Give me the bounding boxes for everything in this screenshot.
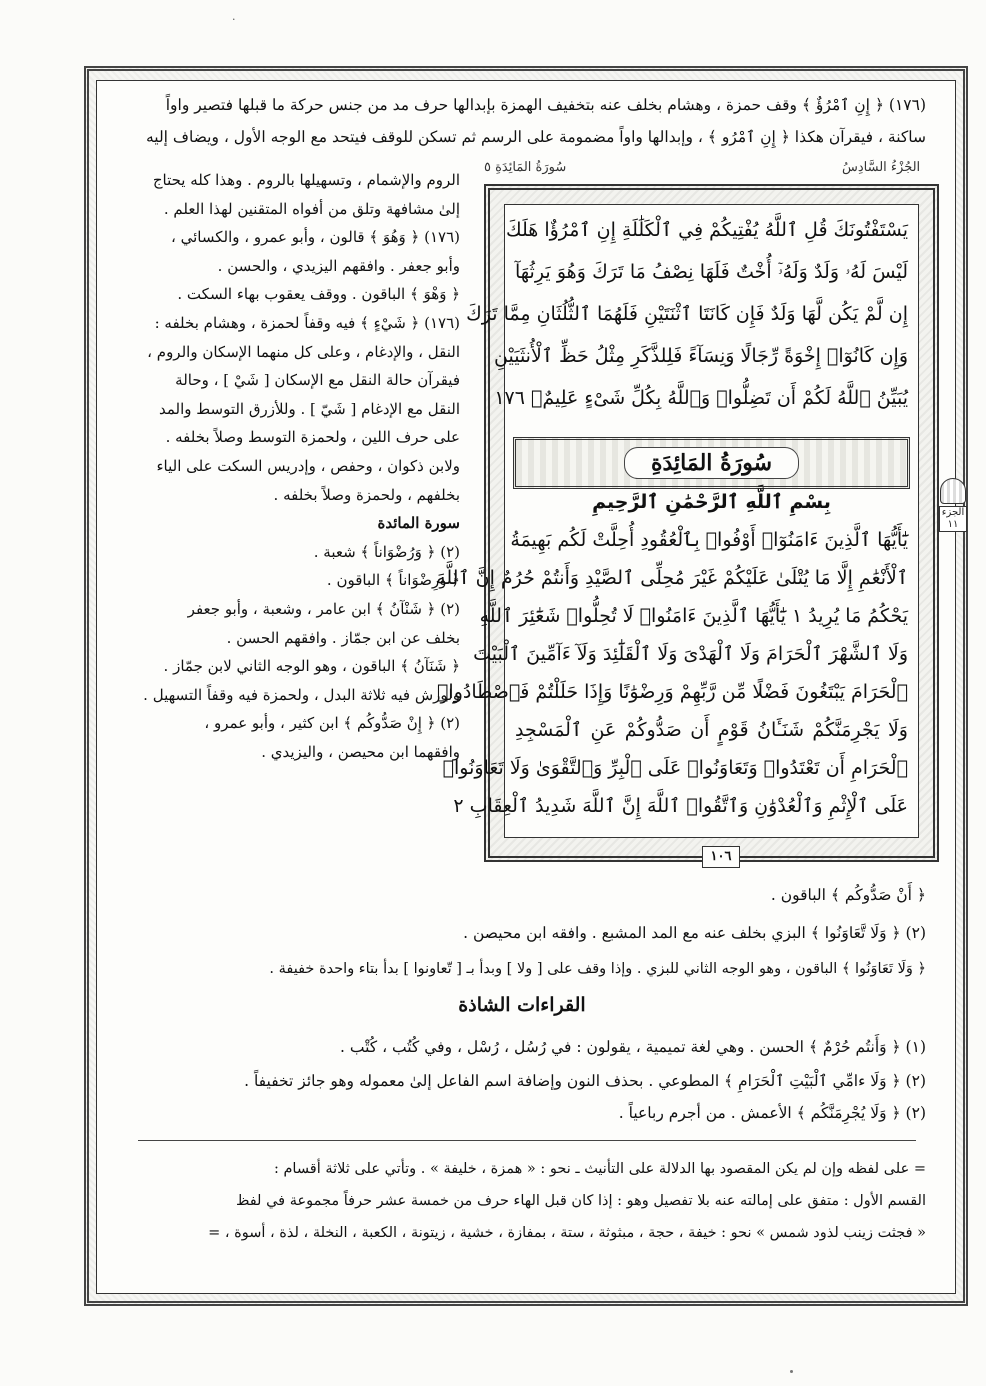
quran-line: وَإِن كَانُوٓا۟ إِخْوَةً رِّجَالًا وَنِسَآءً فَلِلذَّكَرِ مِثْلُ حَظِّ ٱلْأُنثَيَيْنِ bbox=[494, 345, 908, 367]
quran-line: ٱلْحَرَامِ أَن تَعْتَدُوا۟ وَتَعَاوَنُوا۟ عَلَى ٱلْبِرِّ وَٱلتَّقْوَىٰ وَلَا تَعَاوَنُوا۟ bbox=[442, 757, 908, 779]
commentary-line: (١٧٦) ﴿ وَهُوَ ﴾ قالون ، وأبو عمرو ، والكسائي ، bbox=[170, 228, 460, 247]
quran-line: يَحْكُمُ مَا يُرِيدُ ١ يَٰٓأَيُّهَا ٱلَّذِينَ ءَامَنُوا۟ لَا تُحِلُّوا۟ شَعَٰٓئِرَ ٱللَّهِ bbox=[479, 605, 908, 627]
left-commentary-column bbox=[114, 166, 466, 766]
commentary-line: ﴿ وَلَا تَعَاوَنُوا ﴾ الباقون ، وهو الوجه الثاني للبزي . وإذا وقف على [ ولا ] وبدأ بـ [ تّعاونوا ] بدأ بتاء واحدة خفيفة . bbox=[269, 961, 926, 977]
juz-marker-label: الجزء ١١ bbox=[939, 506, 967, 532]
quran-line: وَلَا يَجْرِمَنَّكُمْ شَنَـَٔانُ قَوْمٍ أَن صَدُّوكُمْ عَنِ ٱلْمَسْجِدِ bbox=[515, 719, 908, 741]
commentary-line: (١) ﴿ وَأَنتُم حُرْمٌ ﴾ الحسن . وهي لغة تميمية ، يقولون : في رُسُل ، رُسْل ، وفي كُتُب ، كُتْب . bbox=[340, 1038, 926, 1056]
quran-line: لَيْسَ لَهُۥ وَلَدٌ وَلَهُۥٓ أُخْتٌ فَلَهَا نِصْفُ مَا تَرَكَ وَهُوَ يَرِثُهَآ bbox=[515, 261, 908, 283]
commentary-line: بخلفهم ، ولحمزة وصلاً بخلفه . bbox=[273, 485, 460, 504]
section-heading-shadhdha: القراءات الشاذة bbox=[458, 994, 586, 1016]
mushaf-page-number: ١٠٦ bbox=[702, 846, 740, 868]
quran-line: عَلَى ٱلْإِثْمِ وَٱلْعُدْوَٰنِ وَٱتَّقُوا۟ ٱللَّهَ إِنَّ ٱللَّهَ شَدِيدُ ٱلْعِقَابِ ٢ bbox=[453, 795, 908, 817]
mushaf-surah-header: سُورَةُ المَائِدَةِ ٥ bbox=[484, 160, 567, 175]
commentary-line: (٢) ﴿ إِنْ صَدُّوكُم ﴾ ابن كثير ، وأبو عمرو ، bbox=[204, 714, 460, 733]
commentary-line: ﴿ أَنْ صَدُّوكُم ﴾ الباقون . bbox=[770, 886, 926, 904]
quran-line: يَسْتَفْتُونَكَ قُلِ ٱللَّهُ يُفْتِيكُمْ فِي ٱلْكَلَٰلَةِ إِنِ ٱمْرُؤٌا هَلَكَ bbox=[505, 219, 908, 241]
commentary-line: (٢) ﴿ وَلَا ءامِّي ٱلْبَيْتِ ٱلْحَرَامِ ﴾ المطوعي . بحذف النون وإضافة اسم الفاعل إلىٰ معموله وهو جائز تخفيفاً . bbox=[244, 1072, 926, 1090]
commentary-line: فيقرآن حالة النقل مع الإسكان [ شَيْ ] ، وحالة bbox=[175, 371, 460, 390]
footnote-line: = على لفظه وإن لم يكن المقصود بها الدلالة على التأنيث ـ نحو : « همزة ، خليفة » . وتأتي على ثلاثة أقسام : bbox=[273, 1161, 926, 1177]
commentary-line: الروم والإشمام ، وتسهيلها بالروم . وهذا كله يحتاج bbox=[152, 171, 460, 189]
quran-line: وَلَا ٱلشَّهْرَ ٱلْحَرَامَ وَلَا ٱلْهَدْىَ وَلَا ٱلْقَلَٰٓئِدَ وَلَآ ءَآمِّينَ ٱلْبَيْتَ bbox=[473, 643, 908, 665]
quran-line: يَٰٓأَيُّهَا ٱلَّذِينَ ءَامَنُوٓا۟ أَوْفُوا۟ بِٱلْعُقُودِ أُحِلَّتْ لَكُم بَهِيمَةُ bbox=[510, 529, 908, 551]
quran-line: ٱلْحَرَامَ يَبْتَغُونَ فَضْلًا مِّن رَّبِّهِمْ وَرِضْوَٰنًا وَإِذَا حَلَلْتُمْ فَٱصْطَادُوا۟ bbox=[437, 681, 908, 703]
quran-line: إِن لَّمْ يَكُن لَّهَا وَلَدٌ فَإِن كَانَتَا ٱثْنَتَيْنِ فَلَهُمَا ٱلثُّلُثَانِ مِمَّا تَرَكَ bbox=[466, 303, 908, 325]
footnote-line: القسم الأول : متفق على إمالته عنه بلا تفصيل وهو : إذا كان قبل الهاء حرف من خمسة عشر حرفاً مجموعة في لفظ bbox=[235, 1193, 926, 1209]
commentary-line: النقل ، والإدغام ، وعلى كل منهما الإسكان والروم ، bbox=[147, 342, 460, 361]
juz-dome-icon bbox=[940, 478, 966, 504]
basmala: بِسْمِ ٱللَّهِ ٱلرَّحْمَٰنِ ٱلرَّحِيمِ bbox=[592, 491, 831, 513]
mushaf-juz-header: الجُزْءُ السَّادِسُ bbox=[842, 160, 921, 175]
commentary-line: بخلف عن ابن جمّاز . وافقهم الحسن . bbox=[226, 628, 460, 647]
commentary-line: ﴿ شَنَآنُ ﴾ الباقون ، وهو الوجه الثاني لابن جمّاز . bbox=[163, 657, 460, 676]
juz-marker bbox=[938, 478, 968, 540]
scan-speck bbox=[790, 1370, 793, 1373]
commentary-line: وأبو جعفر . وافقهم اليزيدي ، والحسن . bbox=[217, 256, 460, 275]
commentary-line: على حرف اللين ، ولحمزة التوسط وصلاً بخلفه . bbox=[165, 428, 460, 447]
mushaf-page-box bbox=[436, 184, 939, 862]
mushaf-text-area bbox=[436, 204, 919, 838]
quran-line: ٱلْأَنْعَٰمِ إِلَّا مَا يُتْلَىٰ عَلَيْكُمْ غَيْرَ مُحِلِّى ٱلصَّيْدِ وَأَنتُمْ حُرُمٌ إِنَّ ٱللَّهَ bbox=[436, 567, 908, 589]
commentary-line: إلىٰ مشافهة وتلق من أفواه المتقنين لهذا العلم . bbox=[163, 199, 460, 218]
surah-banner bbox=[513, 437, 910, 489]
commentary-line: ﴿ ورِضْوَاناً ﴾ الباقون . bbox=[326, 571, 460, 590]
commentary-line: النقل مع الإدغام [ شَيّ ] . وللأزرق التوسط والمد bbox=[158, 399, 460, 418]
commentary-line: ساكنة ، فيقرآن هكذا ﴿ إِنِ ٱمْرُو ﴾ ، وإبدالها واواً مضمومة على الرسم ثم تسكن للوقف فيتحد مع الوجه الأول ، ويضاف إليه bbox=[145, 128, 926, 146]
commentary-line: (١٧٦) ﴿ إِنِ ٱمْرُؤٌ ﴾ وقف حمزة ، وهشام بخلف عنه بتخفيف الهمزة بإبدالها حرف مد من جنس حركة ما قبلها فتصير واواً bbox=[165, 96, 926, 114]
commentary-line: (٢) ﴿ شَنْآنُ ﴾ ابن عامر ، وشعبة ، وأبو جعفر bbox=[187, 599, 460, 618]
footnote-line: « فجثت زينب لذود شمس » نحو : خيفة ، حجة ، مبثوثة ، ستة ، بمفازة ، خشية ، زيتونة ، الكعبة ، النخلة ، لذة ، أسوة ، = bbox=[208, 1225, 926, 1241]
surah-banner-title: سُورَةُ المَائِدَةِ bbox=[624, 447, 799, 479]
commentary-line: (٢) ﴿ وَلَا تَّعَاوَنُوا ﴾ البزي بخلف عنه مع المد المشبع . وافقه ابن محيصن . bbox=[463, 924, 926, 942]
commentary-line: وافقهما ابن محيصن ، واليزيدي . bbox=[261, 742, 460, 761]
commentary-line: (٢) ﴿ وَلَا يُجْرِمَنَّكُم ﴾ الأعمش . من أجرم رباعياً . bbox=[618, 1104, 926, 1122]
commentary-line: ولابن ذكوان ، وحفص ، وإدريس السكت على الياء bbox=[156, 456, 460, 475]
commentary-line: (٢) ﴿ وَرُضْوَاناً ﴾ شعبة . bbox=[313, 542, 460, 561]
commentary-line: ولورش فيه ثلاثة البدل ، ولحمزة فيه وقفاً التسهيل . bbox=[143, 685, 460, 704]
section-heading-surah: سورة المائدة bbox=[377, 514, 460, 533]
quran-line: يُبَيِّنُ ٱللَّهُ لَكُمْ أَن تَضِلُّوا۟ وَٱللَّهُ بِكُلِّ شَىْءٍ عَلِيمٌۢ ١٧٦ bbox=[494, 387, 908, 409]
footnote-divider bbox=[138, 1140, 916, 1141]
commentary-line: ﴿ وَهْوَ ﴾ الباقون . ووقف يعقوب بهاء السكت . bbox=[177, 285, 460, 304]
top-mark: . bbox=[232, 10, 236, 23]
commentary-line: (١٧٦) ﴿ شَيْءٍ ﴾ فيه وقفاً لحمزة ، وهشام بخلفه : bbox=[154, 313, 460, 332]
